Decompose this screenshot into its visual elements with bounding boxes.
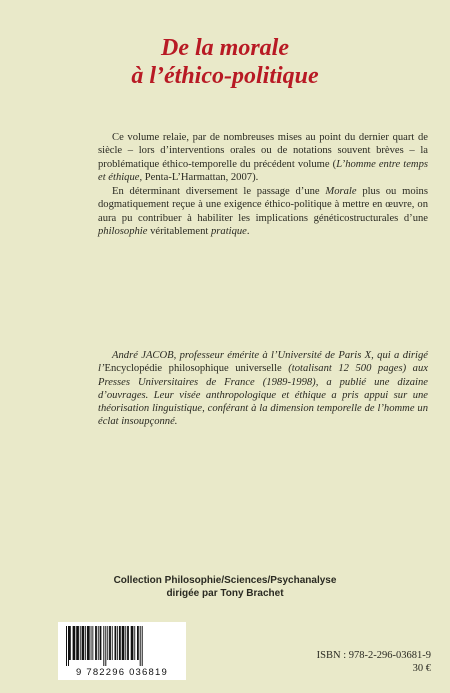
- barcode-bar: [73, 626, 76, 660]
- barcode-bar: [92, 626, 93, 660]
- summary-2-text-c: véritablement: [147, 225, 211, 237]
- barcode-bar: [69, 626, 71, 660]
- barcode-bar: [137, 626, 139, 660]
- summary-2-emphasis-pratique: pratique: [210, 225, 247, 237]
- barcode-bar: [131, 626, 134, 660]
- summary-1-text-a: Ce volume relaie, par de nombreuses mises au point du dernier quart de siècle – lors d’interventions orales ou de notations souvent brèves – la problématique éthico-temporelle du précédent volume (: [98, 132, 428, 170]
- barcode-bar: [100, 626, 102, 660]
- barcode-bar: [119, 626, 121, 660]
- bio-text-b: (totalisant 12 500 pages) aux Presses Universitaires de France (1989-1998), a publié une dizaine d’ouvrages. Leur visée anthropologique et éthique a pris appui sur une théorisation linguistique, conférant à la dimension temporelle de l’homme un éclat insoupçonné.: [98, 363, 428, 428]
- barcode-bar: [80, 626, 81, 660]
- summary-2-text-b: plus ou moins dogmatiquement reçue à une exigence éthico-politique à mettre en œuvre, on aura pu contribuer à habiliter les implications généticostructurales d’une: [98, 186, 428, 224]
- barcode-digits: 9 782296 036819: [76, 667, 168, 678]
- barcode-guard-bar: [142, 626, 143, 666]
- barcode-bar: [127, 626, 129, 660]
- barcode-guard-bar: [140, 626, 141, 666]
- barcode-bar: [109, 626, 111, 660]
- title-line-2: à l’éthico-politique: [131, 63, 319, 89]
- collection-name: Collection Philosophie/Sciences/Psychanalyse: [113, 575, 337, 586]
- barcode-bar: [87, 626, 90, 660]
- summary-paragraph-2: [98, 185, 428, 238]
- bio-text-a: André JACOB, professeur émérite à l’Université de Paris X, qui a dirigé l’: [98, 350, 428, 375]
- author-bio: [98, 349, 428, 429]
- summary-paragraph-1: [98, 131, 428, 184]
- book-title: [0, 34, 450, 90]
- barcode-guard-bar: [103, 626, 104, 666]
- barcode-guard-bar: [68, 626, 69, 666]
- summary-1-text-b: , Penta-L’Harmattan, 2007).: [139, 171, 259, 183]
- barcode-bar: [115, 626, 117, 660]
- summary-2-emphasis-philosophie: philosophie: [98, 225, 148, 237]
- barcode-bar: [117, 626, 118, 660]
- barcode-guard-bar: [66, 626, 67, 666]
- barcode-bar: [76, 626, 79, 660]
- barcode-bar: [134, 626, 135, 660]
- summary-2-emphasis-morale: Morale: [325, 186, 357, 197]
- isbn-price-block: [317, 649, 431, 675]
- previous-volume-title: L’homme entre temps et éthique: [98, 158, 428, 183]
- barcode-bar: [122, 626, 125, 660]
- barcode-bar: [82, 626, 85, 660]
- collection-director: dirigée par Tony Brachet: [166, 588, 284, 599]
- title-line-1: De la morale: [161, 35, 289, 61]
- collection-info: [0, 574, 450, 600]
- barcode-bar: [91, 626, 92, 660]
- barcode-bar: [107, 626, 108, 660]
- barcode: [58, 622, 186, 680]
- barcode-bar: [112, 626, 113, 660]
- barcode-bar: [98, 626, 99, 660]
- barcode-bar: [95, 626, 97, 660]
- summary-2-text-d: .: [246, 225, 250, 237]
- summary-2-text-a: En déterminant diversement le passage d’une: [112, 186, 326, 197]
- bio-encyclopedia-title: Encyclopédie philosophique universelle: [104, 363, 282, 375]
- barcode-bar: [125, 626, 126, 660]
- barcode-bars: [64, 626, 180, 666]
- isbn-number: ISBN : 978-2-296-03681-9: [316, 650, 431, 661]
- price: 30 €: [412, 663, 431, 674]
- barcode-guard-bar: [105, 626, 106, 666]
- barcode-bar: [85, 626, 86, 660]
